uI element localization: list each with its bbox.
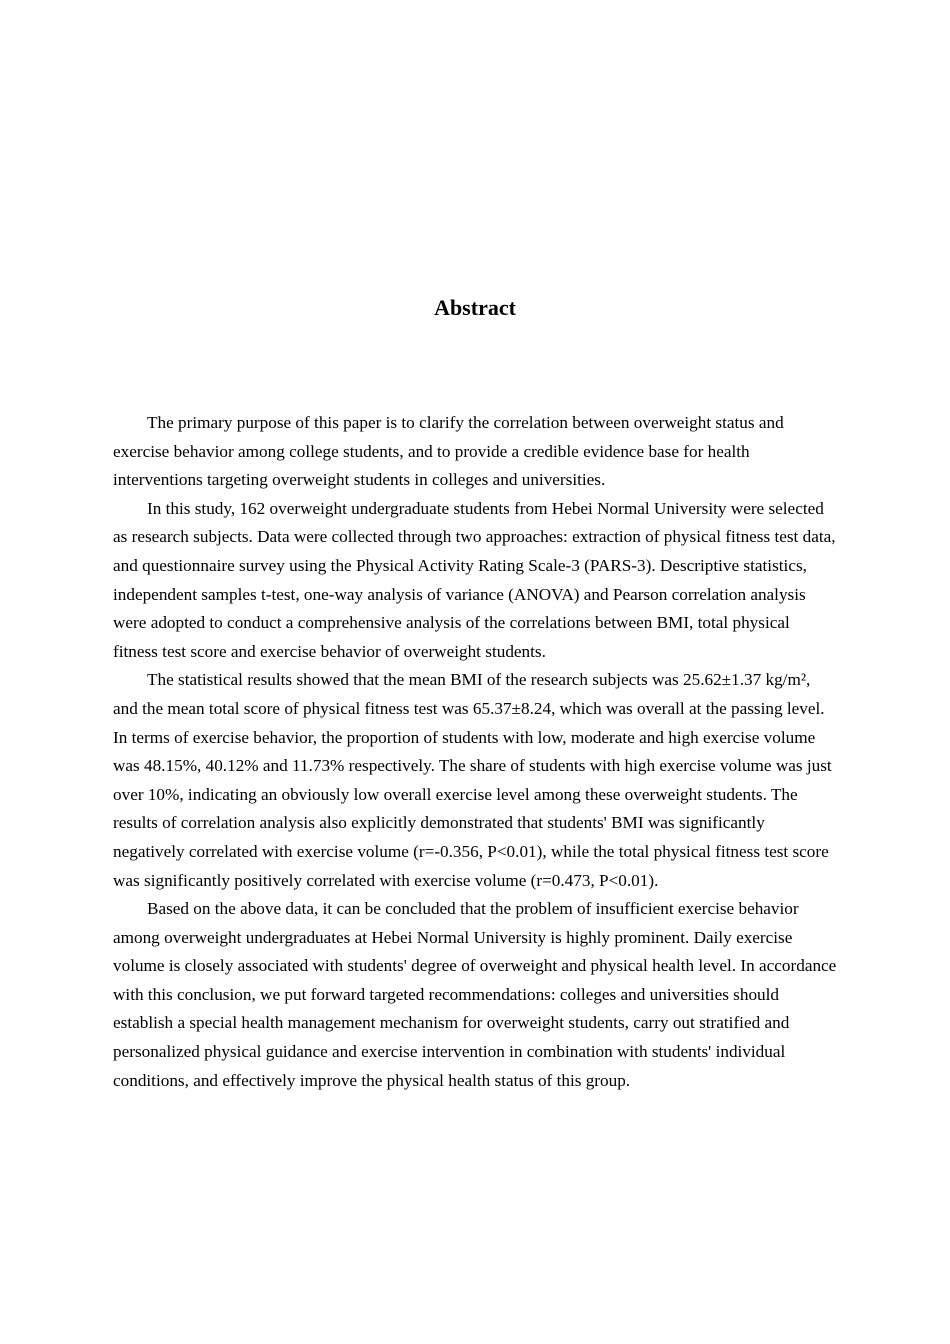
abstract-paragraph-results: The statistical results showed that the mean BMI of the research subjects was 25.62±1.37 kg/m², and the mean total score of physical fitness test was 65.37±8.24, which was overall at the passing level. In terms of exercise behavior, the proportion of students with low, moderate and high exercise volume was 48.15%, 40.12% and 11.73% respectively. The share of students with high exercise volume was just over 10%, indicating an obviously low overall exercise level among these overweight students. The results of correlation analysis also explicitly demonstrated that students' BMI was significantly negatively correlated with exercise volume (r=-0.356, P<0.01), while the total physical fitness test score was significantly positively correlated with exercise volume (r=0.473, P<0.01). (113, 670, 832, 890)
abstract-title: Abstract (434, 295, 516, 320)
abstract-paragraph-methods: In this study, 162 overweight undergraduate students from Hebei Normal University were selected as research subjects. Data were collected through two approaches: extraction of physical fitness test data, and questionnaire survey using the Physical Activity Rating Scale-3 (PARS-3). Descriptive statistics, independent samples t-test, one-way analysis of variance (ANOVA) and Pearson correlation analysis were adopted to conduct a comprehensive analysis of the correlations between BMI, total physical fitness test score and exercise behavior of overweight students. (113, 498, 836, 661)
abstract-paragraph-purpose: The primary purpose of this paper is to clarify the correlation between overweight status and exercise behavior among college students, and to provide a credible evidence base for health interventions targeting overweight students in colleges and universities. (113, 413, 784, 490)
abstract-body (113, 409, 838, 1095)
abstract-paragraph-conclusion: Based on the above data, it can be concluded that the problem of insufficient exercise behavior among overweight undergraduates at Hebei Normal University is highly prominent. Daily exercise volume is closely associated with students' degree of overweight and physical health level. In accordance with this conclusion, we put forward targeted recommendations: colleges and universities should establish a special health management mechanism for overweight students, carry out stratified and personalized physical guidance and exercise intervention in combination with students' individual conditions, and effectively improve the physical health status of this group. (113, 899, 837, 1090)
